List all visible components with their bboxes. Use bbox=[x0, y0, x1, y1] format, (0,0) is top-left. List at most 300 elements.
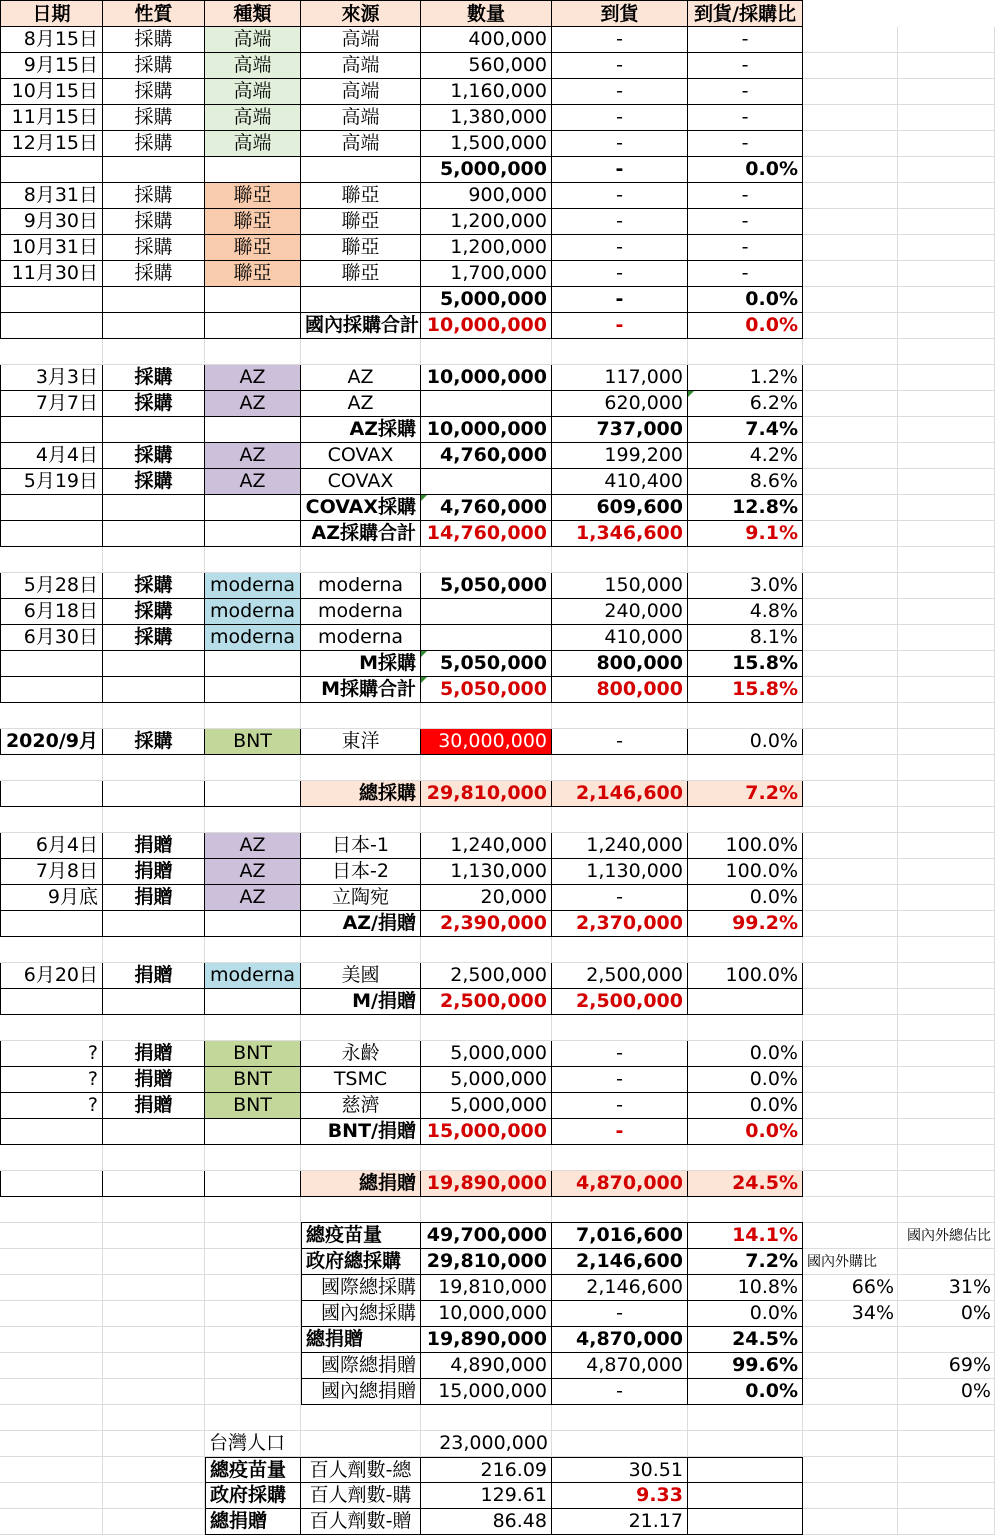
nature-cell[interactable]: 採購 bbox=[103, 599, 205, 625]
empty-cell[interactable] bbox=[205, 495, 301, 521]
ratio-cell[interactable]: - bbox=[688, 105, 803, 131]
summary-ratio[interactable]: 7.2% bbox=[688, 1249, 803, 1275]
type-cell[interactable]: moderna bbox=[205, 625, 301, 651]
summary-arrival[interactable]: 2,146,600 bbox=[552, 1275, 688, 1301]
empty-cell[interactable] bbox=[803, 911, 898, 937]
empty-cell[interactable] bbox=[898, 105, 995, 131]
subtotal-arrival[interactable]: - bbox=[552, 313, 688, 339]
ratio-cell[interactable]: 8.1% bbox=[688, 625, 803, 651]
empty-cell[interactable] bbox=[898, 625, 995, 651]
nature-cell[interactable]: 採購 bbox=[103, 469, 205, 495]
empty-cell[interactable] bbox=[0, 417, 103, 443]
arrival-cell[interactable]: - bbox=[552, 131, 688, 157]
empty-cell[interactable] bbox=[803, 1405, 898, 1431]
ratio-cell[interactable]: 4.2% bbox=[688, 443, 803, 469]
source-cell[interactable]: 立陶宛 bbox=[301, 885, 421, 911]
empty-cell[interactable] bbox=[205, 1275, 301, 1301]
type-cell[interactable]: AZ bbox=[205, 365, 301, 391]
empty-cell[interactable] bbox=[898, 1483, 995, 1509]
type-cell[interactable]: moderna bbox=[205, 573, 301, 599]
population-label[interactable]: 台灣人口 bbox=[209, 1432, 286, 1454]
header-cell[interactable]: 數量 bbox=[421, 0, 552, 27]
empty-cell[interactable] bbox=[803, 1145, 898, 1171]
empty-cell[interactable] bbox=[205, 287, 301, 313]
subtotal-qty[interactable]: 5,050,000 bbox=[421, 677, 552, 703]
arrival-cell[interactable]: 1,130,000 bbox=[552, 859, 688, 885]
subtotal-label[interactable]: M/捐贈 bbox=[301, 989, 421, 1015]
empty-cell[interactable] bbox=[301, 547, 421, 573]
empty-cell[interactable] bbox=[803, 1171, 898, 1197]
arrival-cell[interactable]: - bbox=[552, 1093, 688, 1119]
ratio-cell[interactable]: - bbox=[688, 27, 803, 53]
empty-cell[interactable] bbox=[803, 1041, 898, 1067]
empty-cell[interactable] bbox=[898, 183, 995, 209]
empty-cell[interactable] bbox=[803, 469, 898, 495]
empty-cell[interactable] bbox=[0, 1483, 103, 1509]
empty-cell[interactable] bbox=[552, 547, 688, 573]
empty-cell[interactable] bbox=[103, 157, 205, 183]
empty-cell[interactable] bbox=[205, 989, 301, 1015]
nature-cell[interactable]: 採購 bbox=[103, 573, 205, 599]
summary-qty[interactable]: 19,890,000 bbox=[421, 1327, 552, 1353]
nature-cell[interactable]: 採購 bbox=[103, 79, 205, 105]
subtotal-label[interactable]: 總採購 bbox=[301, 781, 421, 807]
empty-cell[interactable] bbox=[898, 1041, 995, 1067]
empty-cell[interactable] bbox=[803, 1353, 898, 1379]
empty-cell[interactable] bbox=[0, 1405, 103, 1431]
empty-cell[interactable] bbox=[898, 1249, 995, 1275]
subtotal-ratio[interactable]: 7.2% bbox=[688, 781, 803, 807]
source-cell[interactable]: 日本-2 bbox=[301, 859, 421, 885]
date-cell[interactable]: 9月15日 bbox=[0, 53, 103, 79]
date-cell[interactable]: 3月3日 bbox=[0, 365, 103, 391]
subtotal-label[interactable] bbox=[301, 157, 421, 183]
arrival-cell[interactable]: 150,000 bbox=[552, 573, 688, 599]
qty-cell[interactable]: 1,160,000 bbox=[421, 79, 552, 105]
empty-cell[interactable] bbox=[205, 313, 301, 339]
empty-cell[interactable] bbox=[898, 859, 995, 885]
qty-cell[interactable]: 20,000 bbox=[421, 885, 552, 911]
empty-cell[interactable] bbox=[898, 131, 995, 157]
empty-cell[interactable] bbox=[205, 1249, 301, 1275]
type-cell[interactable]: 高端 bbox=[205, 105, 301, 131]
empty-cell[interactable] bbox=[688, 807, 803, 833]
empty-cell[interactable] bbox=[803, 1379, 898, 1405]
per100-total[interactable]: 86.48 bbox=[421, 1509, 552, 1535]
empty-cell[interactable] bbox=[0, 651, 103, 677]
qty-cell[interactable]: 30,000,000 bbox=[421, 729, 552, 755]
ratio-cell[interactable]: 3.0% bbox=[688, 573, 803, 599]
empty-cell[interactable] bbox=[803, 703, 898, 729]
empty-cell[interactable] bbox=[103, 1405, 205, 1431]
empty-cell[interactable] bbox=[803, 1431, 898, 1457]
empty-cell[interactable] bbox=[803, 573, 898, 599]
empty-cell[interactable] bbox=[898, 1327, 995, 1353]
empty-cell[interactable] bbox=[803, 1509, 898, 1535]
arrival-cell[interactable]: 2,500,000 bbox=[552, 963, 688, 989]
source-cell[interactable]: 高端 bbox=[301, 79, 421, 105]
empty-cell[interactable] bbox=[803, 1327, 898, 1353]
arrival-cell[interactable]: 620,000 bbox=[552, 391, 688, 417]
empty-cell[interactable] bbox=[898, 1405, 995, 1431]
qty-cell[interactable] bbox=[421, 599, 552, 625]
empty-cell[interactable] bbox=[421, 1015, 552, 1041]
empty-cell[interactable] bbox=[688, 1405, 803, 1431]
subtotal-qty[interactable]: 2,390,000 bbox=[421, 911, 552, 937]
empty-cell[interactable] bbox=[0, 521, 103, 547]
date-cell[interactable]: 7月8日 bbox=[0, 859, 103, 885]
empty-cell[interactable] bbox=[0, 1171, 103, 1197]
ratio-cell[interactable]: 1.2% bbox=[688, 365, 803, 391]
empty-cell[interactable] bbox=[898, 313, 995, 339]
source-cell[interactable]: COVAX bbox=[301, 443, 421, 469]
empty-cell[interactable] bbox=[803, 807, 898, 833]
arrival-cell[interactable]: 1,240,000 bbox=[552, 833, 688, 859]
empty-cell[interactable] bbox=[898, 1015, 995, 1041]
subtotal-arrival[interactable]: - bbox=[552, 1119, 688, 1145]
empty-cell[interactable] bbox=[103, 1483, 205, 1509]
arrival-cell[interactable]: 410,400 bbox=[552, 469, 688, 495]
empty-cell[interactable] bbox=[898, 885, 995, 911]
empty-cell[interactable] bbox=[803, 1093, 898, 1119]
type-cell[interactable]: AZ bbox=[205, 443, 301, 469]
empty-cell[interactable] bbox=[0, 1431, 103, 1457]
empty-cell[interactable] bbox=[898, 1067, 995, 1093]
qty-cell[interactable]: 900,000 bbox=[421, 183, 552, 209]
arrival-cell[interactable]: - bbox=[552, 53, 688, 79]
source-cell[interactable]: 聯亞 bbox=[301, 209, 421, 235]
empty-cell[interactable] bbox=[552, 1431, 688, 1457]
empty-cell[interactable] bbox=[898, 911, 995, 937]
qty-cell[interactable]: 5,000,000 bbox=[421, 1067, 552, 1093]
empty-cell[interactable] bbox=[803, 339, 898, 365]
qty-cell[interactable]: 4,760,000 bbox=[421, 443, 552, 469]
empty-cell[interactable] bbox=[803, 937, 898, 963]
empty-cell[interactable] bbox=[205, 1145, 301, 1171]
summary-arrival[interactable]: - bbox=[552, 1301, 688, 1327]
empty-cell[interactable] bbox=[552, 1197, 688, 1223]
empty-cell[interactable] bbox=[898, 261, 995, 287]
empty-cell[interactable] bbox=[898, 963, 995, 989]
arrival-cell[interactable]: - bbox=[552, 27, 688, 53]
empty-cell[interactable] bbox=[898, 807, 995, 833]
empty-cell[interactable] bbox=[103, 1379, 205, 1405]
empty-cell[interactable] bbox=[898, 703, 995, 729]
empty-cell[interactable] bbox=[803, 53, 898, 79]
date-cell[interactable]: 7月7日 bbox=[0, 391, 103, 417]
qty-cell[interactable]: 1,200,000 bbox=[421, 235, 552, 261]
empty-cell[interactable] bbox=[898, 1171, 995, 1197]
nature-cell[interactable]: 採購 bbox=[103, 131, 205, 157]
empty-cell[interactable] bbox=[688, 703, 803, 729]
date-cell[interactable]: 5月19日 bbox=[0, 469, 103, 495]
date-cell[interactable]: 6月4日 bbox=[0, 833, 103, 859]
subtotal-arrival[interactable]: 1,346,600 bbox=[552, 521, 688, 547]
type-cell[interactable]: AZ bbox=[205, 469, 301, 495]
empty-cell[interactable] bbox=[301, 339, 421, 365]
empty-cell[interactable] bbox=[103, 1223, 205, 1249]
side-value[interactable]: 66% bbox=[851, 1276, 894, 1298]
empty-cell[interactable] bbox=[421, 755, 552, 781]
nature-cell[interactable]: 採購 bbox=[103, 391, 205, 417]
empty-cell[interactable] bbox=[898, 235, 995, 261]
subtotal-label[interactable]: AZ採購合計 bbox=[301, 521, 421, 547]
summary-label[interactable]: 總捐贈 bbox=[301, 1327, 421, 1353]
subtotal-qty[interactable]: 19,890,000 bbox=[421, 1171, 552, 1197]
empty-cell[interactable] bbox=[205, 417, 301, 443]
per100-total[interactable]: 216.09 bbox=[421, 1457, 552, 1483]
empty-cell[interactable] bbox=[0, 989, 103, 1015]
empty-cell[interactable] bbox=[688, 1457, 803, 1483]
empty-cell[interactable] bbox=[103, 339, 205, 365]
subtotal-arrival[interactable]: - bbox=[552, 287, 688, 313]
empty-cell[interactable] bbox=[103, 651, 205, 677]
empty-cell[interactable] bbox=[205, 339, 301, 365]
subtotal-arrival[interactable]: 4,870,000 bbox=[552, 1171, 688, 1197]
empty-cell[interactable] bbox=[803, 729, 898, 755]
summary-label[interactable]: 總疫苗量 bbox=[301, 1223, 421, 1249]
subtotal-ratio[interactable]: 0.0% bbox=[688, 157, 803, 183]
date-cell[interactable]: 4月4日 bbox=[0, 443, 103, 469]
per100-label[interactable]: 總捐贈 bbox=[205, 1509, 301, 1535]
arrival-cell[interactable]: - bbox=[552, 729, 688, 755]
qty-cell[interactable]: 5,000,000 bbox=[421, 1041, 552, 1067]
empty-cell[interactable] bbox=[898, 1093, 995, 1119]
empty-cell[interactable] bbox=[898, 1457, 995, 1483]
subtotal-label[interactable]: 總捐贈 bbox=[301, 1171, 421, 1197]
empty-cell[interactable] bbox=[103, 807, 205, 833]
empty-cell[interactable] bbox=[688, 1431, 803, 1457]
empty-cell[interactable] bbox=[803, 677, 898, 703]
empty-cell[interactable] bbox=[0, 1223, 103, 1249]
empty-cell[interactable] bbox=[103, 1275, 205, 1301]
nature-cell[interactable]: 捐贈 bbox=[103, 1067, 205, 1093]
empty-cell[interactable] bbox=[205, 1379, 301, 1405]
empty-cell[interactable] bbox=[205, 937, 301, 963]
empty-cell[interactable] bbox=[803, 859, 898, 885]
subtotal-arrival[interactable]: 800,000 bbox=[552, 651, 688, 677]
summary-ratio[interactable]: 0.0% bbox=[688, 1301, 803, 1327]
empty-cell[interactable] bbox=[205, 1171, 301, 1197]
subtotal-qty[interactable]: 5,050,000 bbox=[421, 651, 552, 677]
empty-cell[interactable] bbox=[301, 937, 421, 963]
subtotal-ratio[interactable]: 99.2% bbox=[688, 911, 803, 937]
empty-cell[interactable] bbox=[803, 781, 898, 807]
nature-cell[interactable]: 採購 bbox=[103, 27, 205, 53]
date-cell[interactable]: 8月15日 bbox=[0, 27, 103, 53]
empty-cell[interactable] bbox=[803, 417, 898, 443]
empty-cell[interactable] bbox=[803, 313, 898, 339]
empty-cell[interactable] bbox=[803, 495, 898, 521]
empty-cell[interactable] bbox=[301, 1145, 421, 1171]
source-cell[interactable]: AZ bbox=[301, 391, 421, 417]
empty-cell[interactable] bbox=[803, 625, 898, 651]
empty-cell[interactable] bbox=[803, 547, 898, 573]
subtotal-label[interactable]: M採購合計 bbox=[301, 677, 421, 703]
empty-cell[interactable] bbox=[0, 1509, 103, 1535]
subtotal-qty[interactable]: 4,760,000 bbox=[421, 495, 552, 521]
empty-cell[interactable] bbox=[0, 1301, 103, 1327]
empty-cell[interactable] bbox=[205, 1327, 301, 1353]
empty-cell[interactable] bbox=[0, 313, 103, 339]
empty-cell[interactable] bbox=[803, 651, 898, 677]
empty-cell[interactable] bbox=[0, 755, 103, 781]
ratio-cell[interactable]: 4.8% bbox=[688, 599, 803, 625]
empty-cell[interactable] bbox=[803, 391, 898, 417]
empty-cell[interactable] bbox=[421, 703, 552, 729]
side-label[interactable]: 國內外購比 bbox=[807, 1254, 877, 1270]
type-cell[interactable]: BNT bbox=[205, 1067, 301, 1093]
side-value[interactable]: 0% bbox=[960, 1380, 991, 1402]
empty-cell[interactable] bbox=[301, 1431, 421, 1457]
nature-cell[interactable]: 捐贈 bbox=[103, 963, 205, 989]
type-cell[interactable]: AZ bbox=[205, 885, 301, 911]
date-cell[interactable]: 2020/9月 bbox=[0, 729, 103, 755]
nature-cell[interactable]: 捐贈 bbox=[103, 1093, 205, 1119]
header-cell[interactable]: 來源 bbox=[301, 0, 421, 27]
summary-qty[interactable]: 10,000,000 bbox=[421, 1301, 552, 1327]
arrival-cell[interactable]: 240,000 bbox=[552, 599, 688, 625]
subtotal-arrival[interactable]: - bbox=[552, 157, 688, 183]
per100-label[interactable]: 政府採購 bbox=[205, 1483, 301, 1509]
arrival-cell[interactable]: 410,000 bbox=[552, 625, 688, 651]
empty-cell[interactable] bbox=[205, 1119, 301, 1145]
empty-cell[interactable] bbox=[552, 807, 688, 833]
arrival-cell[interactable]: - bbox=[552, 209, 688, 235]
source-cell[interactable]: 高端 bbox=[301, 105, 421, 131]
source-cell[interactable]: COVAX bbox=[301, 469, 421, 495]
qty-cell[interactable]: 1,500,000 bbox=[421, 131, 552, 157]
arrival-cell[interactable]: - bbox=[552, 105, 688, 131]
arrival-cell[interactable]: - bbox=[552, 183, 688, 209]
empty-cell[interactable] bbox=[803, 521, 898, 547]
empty-cell[interactable] bbox=[103, 1509, 205, 1535]
qty-cell[interactable]: 2,500,000 bbox=[421, 963, 552, 989]
subtotal-label[interactable]: AZ/捐贈 bbox=[301, 911, 421, 937]
empty-cell[interactable] bbox=[0, 1457, 103, 1483]
empty-cell[interactable] bbox=[898, 755, 995, 781]
ratio-cell[interactable]: - bbox=[688, 131, 803, 157]
empty-cell[interactable] bbox=[803, 183, 898, 209]
subtotal-ratio[interactable]: 0.0% bbox=[688, 1119, 803, 1145]
empty-cell[interactable] bbox=[301, 807, 421, 833]
source-cell[interactable]: AZ bbox=[301, 365, 421, 391]
date-cell[interactable]: 9月30日 bbox=[0, 209, 103, 235]
subtotal-qty[interactable]: 5,000,000 bbox=[421, 157, 552, 183]
side-label[interactable]: 國內外總佔比 bbox=[907, 1228, 991, 1244]
qty-cell[interactable]: 400,000 bbox=[421, 27, 552, 53]
empty-cell[interactable] bbox=[205, 547, 301, 573]
empty-cell[interactable] bbox=[301, 703, 421, 729]
empty-cell[interactable] bbox=[103, 989, 205, 1015]
empty-cell[interactable] bbox=[301, 755, 421, 781]
type-cell[interactable]: AZ bbox=[205, 391, 301, 417]
empty-cell[interactable] bbox=[103, 1171, 205, 1197]
empty-cell[interactable] bbox=[898, 391, 995, 417]
source-cell[interactable]: 慈濟 bbox=[301, 1093, 421, 1119]
qty-cell[interactable]: 560,000 bbox=[421, 53, 552, 79]
empty-cell[interactable] bbox=[803, 1457, 898, 1483]
empty-cell[interactable] bbox=[803, 1197, 898, 1223]
date-cell[interactable]: 8月31日 bbox=[0, 183, 103, 209]
population-value[interactable]: 23,000,000 bbox=[439, 1432, 548, 1454]
side-value[interactable]: 31% bbox=[948, 1276, 991, 1298]
empty-cell[interactable] bbox=[552, 1405, 688, 1431]
empty-cell[interactable] bbox=[0, 937, 103, 963]
summary-label[interactable]: 國內總採購 bbox=[301, 1301, 421, 1327]
empty-cell[interactable] bbox=[898, 443, 995, 469]
per100-desc[interactable]: 百人劑數-購 bbox=[301, 1483, 421, 1509]
empty-cell[interactable] bbox=[898, 79, 995, 105]
source-cell[interactable]: 聯亞 bbox=[301, 235, 421, 261]
qty-cell[interactable]: 5,050,000 bbox=[421, 573, 552, 599]
empty-cell[interactable] bbox=[0, 287, 103, 313]
empty-cell[interactable] bbox=[205, 651, 301, 677]
type-cell[interactable]: 高端 bbox=[205, 79, 301, 105]
arrival-cell[interactable]: - bbox=[552, 1067, 688, 1093]
empty-cell[interactable] bbox=[205, 911, 301, 937]
empty-cell[interactable] bbox=[898, 781, 995, 807]
empty-cell[interactable] bbox=[0, 339, 103, 365]
empty-cell[interactable] bbox=[898, 521, 995, 547]
empty-cell[interactable] bbox=[103, 1353, 205, 1379]
ratio-cell[interactable]: 100.0% bbox=[688, 963, 803, 989]
empty-cell[interactable] bbox=[0, 1353, 103, 1379]
type-cell[interactable]: 聯亞 bbox=[205, 235, 301, 261]
nature-cell[interactable]: 採購 bbox=[103, 53, 205, 79]
empty-cell[interactable] bbox=[688, 1197, 803, 1223]
summary-qty[interactable]: 19,810,000 bbox=[421, 1275, 552, 1301]
type-cell[interactable]: 聯亞 bbox=[205, 261, 301, 287]
source-cell[interactable]: 高端 bbox=[301, 131, 421, 157]
summary-label[interactable]: 國內總捐贈 bbox=[301, 1379, 421, 1405]
ratio-cell[interactable]: 0.0% bbox=[688, 729, 803, 755]
source-cell[interactable]: 高端 bbox=[301, 53, 421, 79]
summary-label[interactable]: 國際總捐贈 bbox=[301, 1353, 421, 1379]
source-cell[interactable]: moderna bbox=[301, 599, 421, 625]
date-cell[interactable]: 11月30日 bbox=[0, 261, 103, 287]
subtotal-arrival[interactable]: 737,000 bbox=[552, 417, 688, 443]
source-cell[interactable]: moderna bbox=[301, 625, 421, 651]
empty-cell[interactable] bbox=[898, 729, 995, 755]
empty-cell[interactable] bbox=[898, 1119, 995, 1145]
empty-cell[interactable] bbox=[898, 573, 995, 599]
nature-cell[interactable]: 採購 bbox=[103, 183, 205, 209]
per100-arrival[interactable]: 30.51 bbox=[552, 1457, 688, 1483]
nature-cell[interactable]: 捐贈 bbox=[103, 859, 205, 885]
empty-cell[interactable] bbox=[688, 1483, 803, 1509]
source-cell[interactable]: 聯亞 bbox=[301, 183, 421, 209]
type-cell[interactable]: 高端 bbox=[205, 27, 301, 53]
nature-cell[interactable]: 採購 bbox=[103, 729, 205, 755]
summary-ratio[interactable]: 24.5% bbox=[688, 1327, 803, 1353]
summary-arrival[interactable]: 7,016,600 bbox=[552, 1223, 688, 1249]
date-cell[interactable]: 6月18日 bbox=[0, 599, 103, 625]
summary-arrival[interactable]: - bbox=[552, 1379, 688, 1405]
empty-cell[interactable] bbox=[421, 339, 552, 365]
nature-cell[interactable]: 採購 bbox=[103, 261, 205, 287]
empty-cell[interactable] bbox=[688, 1509, 803, 1535]
empty-cell[interactable] bbox=[103, 495, 205, 521]
empty-cell[interactable] bbox=[103, 1327, 205, 1353]
empty-cell[interactable] bbox=[0, 911, 103, 937]
empty-cell[interactable] bbox=[803, 287, 898, 313]
empty-cell[interactable] bbox=[0, 703, 103, 729]
summary-arrival[interactable]: 4,870,000 bbox=[552, 1327, 688, 1353]
empty-cell[interactable] bbox=[898, 27, 995, 53]
nature-cell[interactable]: 採購 bbox=[103, 443, 205, 469]
empty-cell[interactable] bbox=[301, 1405, 421, 1431]
